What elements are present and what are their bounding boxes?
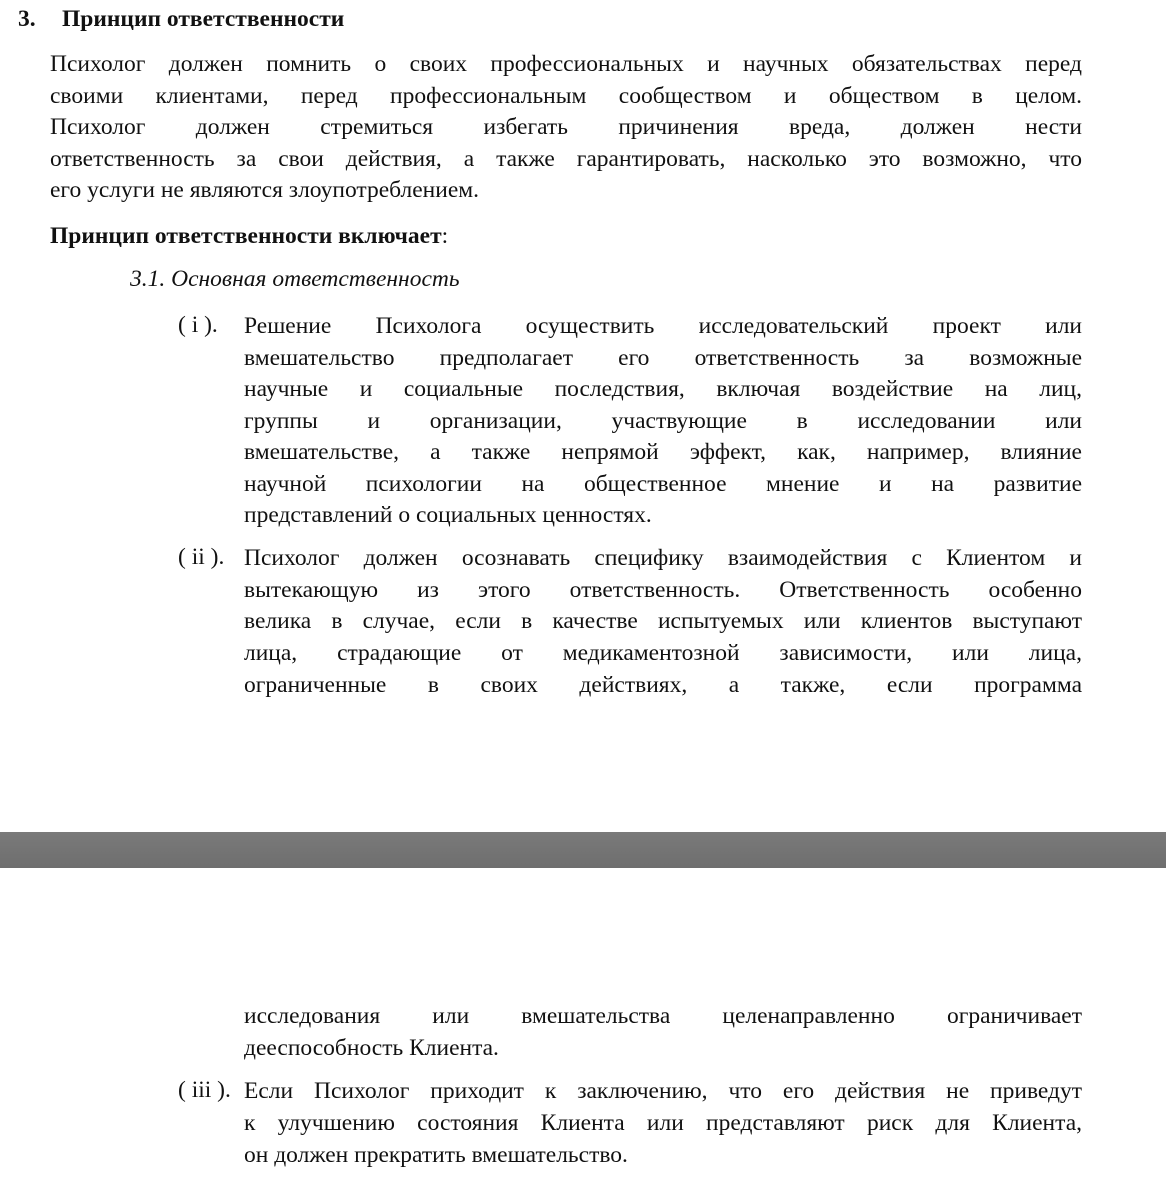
includes-colon: : [441, 223, 449, 249]
text-line: научные и социальные последствия, включая воздействие на лиц, [244, 376, 1082, 402]
subsection-title: 3.1. Основная ответственность [130, 266, 460, 292]
text-line: вмешательстве, а также непрямой эффект, как, например, влияние [244, 439, 1082, 465]
text-line: Если Психолог приходит к заключению, что его действия не приведут [244, 1078, 1082, 1104]
text-line: своими клиентами, перед профессиональным сообществом и обществом в целом. [50, 82, 1082, 109]
text-line: Психолог должен осознавать специфику взаимодействия с Клиентом и [244, 545, 1082, 571]
text-line: исследования или вмешательства целенаправленно ограничивает [244, 1003, 1082, 1029]
text-line: велика в случае, если в качестве испытуемых или клиентов выступают [244, 608, 1082, 635]
text-line: научной психологии на общественное мнение и на развитие [244, 470, 1082, 497]
section-title: Принцип ответственности [62, 6, 345, 32]
includes-heading [50, 223, 448, 250]
text-line: его услуги не являются злоупотреблением. [50, 177, 480, 203]
text-line: ответственность за свои действия, а также гарантировать, насколько это возможно, что [50, 145, 1082, 172]
text-line: Психолог должен помнить о своих профессиональных и научных обязательствах перед [50, 51, 1082, 77]
item-marker: ( i ). [178, 312, 218, 338]
section-number: 3. [18, 6, 36, 32]
text-line: к улучшению состояния Клиента или представляют риск для Клиента, [244, 1110, 1082, 1136]
item-marker: ( iii ). [178, 1077, 231, 1103]
text-line: ограниченные в своих действиях, а также, если программа [244, 671, 1082, 698]
text-line: вмешательство предполагает его ответственность за возможные [244, 344, 1082, 371]
text-line: вытекающую из этого ответственность. Ответственность особенно [244, 576, 1082, 603]
page-separator [0, 832, 1166, 868]
item-marker: ( ii ). [178, 544, 225, 570]
text-line: Решение Психолога осуществить исследовательский проект или [244, 313, 1082, 339]
text-line: лица, страдающие от медикаментозной зависимости, или лица, [244, 640, 1082, 667]
text-line: группы и организации, участвующие в исследовании или [244, 407, 1082, 434]
text-line: представлений о социальных ценностях. [244, 502, 652, 528]
includes-label: Принцип ответственности включает [50, 223, 442, 249]
text-line: Психолог должен стремиться избегать причинения вреда, должен нести [50, 114, 1082, 140]
text-line: дееспособность Клиента. [244, 1035, 499, 1061]
text-line: он должен прекратить вмешательство. [244, 1142, 628, 1168]
